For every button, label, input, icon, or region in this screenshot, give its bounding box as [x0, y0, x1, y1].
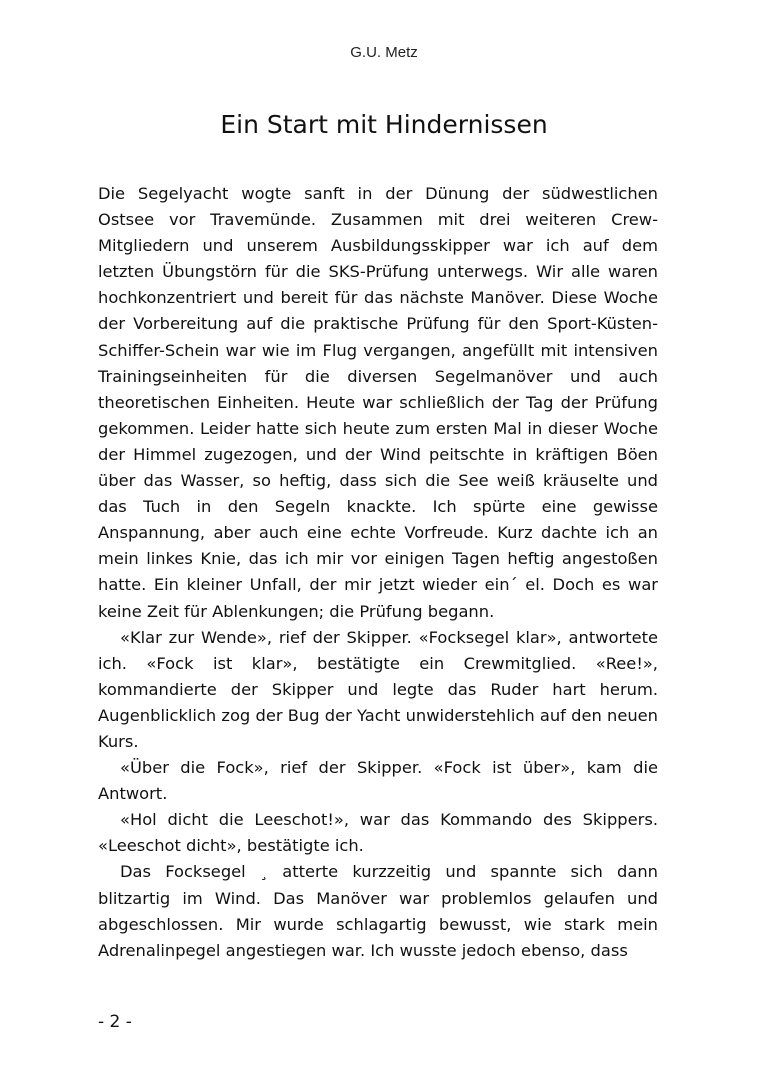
running-header-author: G.U. Metz [350, 44, 418, 61]
paragraph-3: «Über die Fock», rief der Skipper. «Fock ist über», kam die Antwort. [98, 758, 658, 804]
paragraph-2: «Klar zur Wende», rief der Skipper. «Focksegel klar», antwortete ich. «Fock ist klar», bestätigte ein Crewmitglied. «Ree!», kommandierte der Skipper und legte das Ruder hart herum. Augenblicklich zog der Bug der Yacht unwiderstehlich auf den neuen Kurs. [98, 627, 658, 751]
paragraph-5: Das Focksegel ¸ atterte kurzzeitig und spannte sich dann blitzartig im Wind. Das Manöver war problemlos gelaufen und abgeschlossen. Mir wurde schlagartig bewusst, wie stark mein Adrenalinpegel angestiegen war. Ich wusste jedoch ebenso, dass [98, 862, 658, 960]
page-number: - 2 - [98, 1012, 132, 1032]
chapter-title: Ein Start mit Hindernissen [220, 110, 548, 139]
paragraph-1: Die Segelyacht wogte sanft in der Dünung der südwestlichen Ostsee vor Travemünde. Zusammen mit drei weiteren Crew-Mitgliedern und unserem Ausbildungsskipper war ich auf dem letzten Übungstörn für die SKS-Prüfung unterwegs. Wir alle waren hochkonzentriert und bereit für das nächste Manöver. Diese Woche der Vorbereitung auf die praktische Prüfung für den Sport-Küsten-Schiffer-Schein war wie im Flug vergangen, angefüllt mit intensiven Trainingseinheiten für die diversen Segelmanöver und auch theoretischen Einheiten. Heute war schließlich der Tag der Prüfung gekommen. Leider hatte sich heute zum ersten Mal in dieser Woche der Himmel zugezogen, und der Wind peitschte in kräftigen Böen über das Wasser, so heftig, dass sich die See weiß kräuselte und das Tuch in den Segeln knackte. Ich spürte eine gewisse Anspannung, aber auch eine echte Vorfreude. Kurz dachte ich an mein linkes Knie, das ich mir vor einigen Tagen heftig angestoßen hatte. Ein kleiner Unfall, der mir jetzt wieder ein´ el. Doch es war keine Zeit für Ablenkungen; die Prüfung begann. [98, 184, 658, 621]
paragraph-4: «Hol dicht die Leeschot!», war das Kommando des Skippers. «Leeschot dicht», bestätigte ich. [98, 810, 658, 856]
body-text [98, 181, 658, 964]
